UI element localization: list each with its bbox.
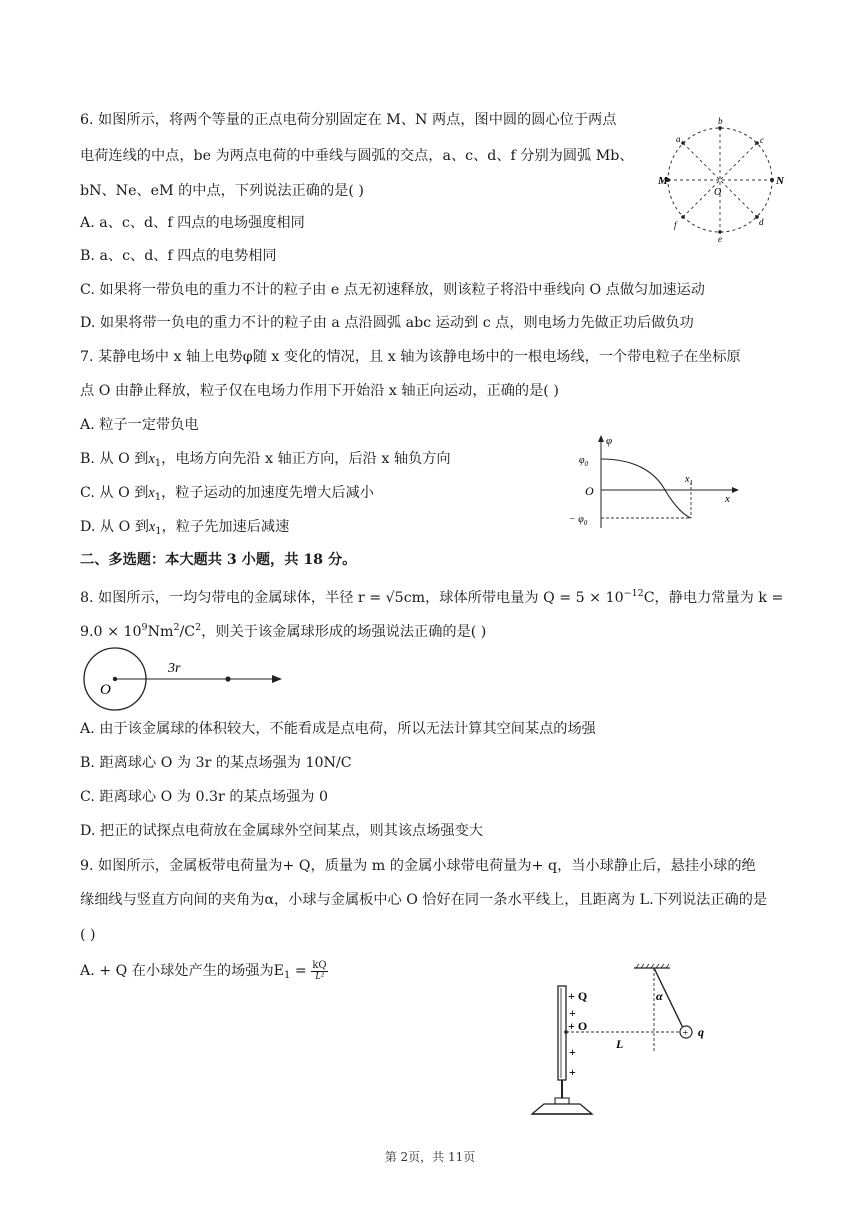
- q6-fig-label-f: f: [674, 220, 677, 230]
- q9-fig-angle-label: α: [656, 989, 663, 1003]
- q8-fig-center-label: O: [100, 682, 111, 698]
- q8-stem-line1: 8. 如图所示，一均匀带电的金属球体，半径 r = √5cm，球体所带电量为 $Q = 5 \times 10^{-12}C$，静电力常量为 k =: [80, 588, 784, 606]
- q7-graph-origin-label: O: [585, 484, 594, 498]
- q7-graph-phi-label: φ: [606, 435, 613, 447]
- q8-sphere-figure: [78, 648, 288, 710]
- q6-fig-label-m: M: [658, 175, 668, 187]
- q9-stem-line3: ( ): [80, 927, 96, 943]
- q9-fig-plus-mark-3: +: [569, 1065, 576, 1079]
- q8-option-a[interactable]: A. 由于该金属球的体积较大，不能看成是点电荷，所以无法计算其空间某点的场强: [80, 721, 596, 737]
- q7-graph-x1-label: $x_1$: [685, 474, 693, 487]
- page-footer: 第 2页，共 11页: [384, 1150, 476, 1164]
- q8-option-d[interactable]: D. 把正的试探点电荷放在金属球外空间某点，则其该点场强变大: [80, 823, 483, 839]
- q8-fig-distance-label: 3r: [168, 661, 181, 676]
- q9-fig-distance-label: L: [616, 1037, 624, 1051]
- q6-fig-label-d: d: [759, 217, 764, 227]
- q7-stem-line2: 点 O 由静止释放，粒子仅在电场力作用下开始沿 x 轴正向运动，正确的是( ): [80, 383, 559, 399]
- q9-fig-plus-q-label: + Q: [568, 989, 588, 1003]
- q6-stem-line1: 6. 如图所示，将两个等量的正点电荷分别固定在 M、N 两点，图中圆的圆心位于两点: [80, 112, 617, 128]
- q6-fig-label-c: c: [760, 135, 764, 145]
- q9-stem-line1: 9. 如图所示，金属板带电荷量为+ Q，质量为 m 的金属小球带电荷量为+ q，当小球静止后，悬挂小球的绝: [80, 858, 756, 874]
- q9-fig-plus-o-label: + O: [568, 1019, 588, 1033]
- q9-fig-plus-mark-1: +: [569, 1006, 576, 1020]
- q9-fig-ball-label: q: [698, 1025, 704, 1039]
- q6-fig-label-b: b: [718, 116, 723, 126]
- q7-option-b[interactable]: B. 从 O 到$x_1$，电场方向先沿 x 轴正方向，后沿 x 轴负方向: [80, 451, 451, 469]
- q9-fig-plus-mark-2: +: [569, 1045, 576, 1059]
- q9-pendulum-figure: [524, 960, 724, 1120]
- q6-option-a[interactable]: A. a、c、d、f 四点的电场强度相同: [80, 215, 305, 231]
- q7-graph-phi0-label: $\varphi_0$: [579, 455, 589, 468]
- q6-option-c[interactable]: C. 如果将一带负电的重力不计的粒子由 e 点无初速释放，则该粒子将沿中垂线向 O 点做匀加速运动: [80, 282, 705, 298]
- q6-option-b[interactable]: B. a、c、d、f 四点的电势相同: [80, 248, 277, 264]
- q8-option-b[interactable]: B. 距离球心 O 为 3r 的某点场强为 10N/C: [80, 755, 352, 771]
- q8-stem-line2: $9.0 \times 10^9Nm^2/C^2$，则关于该金属球形成的场强说法正确的是( ): [80, 622, 487, 640]
- q6-fig-label-a: a: [676, 134, 681, 144]
- q6-fig-label-e: e: [718, 234, 722, 244]
- q7-option-a[interactable]: A. 粒子一定带负电: [80, 417, 199, 433]
- q7-stem-line1: 7. 某静电场中 x 轴上电势φ随 x 变化的情况，且 x 轴为该静电场中的一根电场线，一个带电粒子在坐标原: [80, 349, 741, 365]
- q6-circle-figure: [658, 112, 798, 246]
- q6-fig-label-n: N: [776, 175, 784, 187]
- q7-graph-neg-phi0-label: − $\varphi_0$: [569, 514, 588, 527]
- q9-fig-ball-charge: +: [682, 1028, 689, 1039]
- q9-stem-line2: 缘细线与竖直方向间的夹角为α，小球与金属板中心 O 恰好在同一条水平线上，且距离为 L.下列说法正确的是: [80, 892, 768, 908]
- q7-graph-x-label: x: [725, 493, 730, 505]
- q7-option-c[interactable]: C. 从 O 到$x_1$，粒子运动的加速度先增大后减小: [80, 485, 374, 503]
- q6-fig-label-o: O: [714, 187, 722, 198]
- q6-option-d[interactable]: D. 如果将带一负电的重力不计的粒子由 a 点沿圆弧 abc 运动到 c 点，则电场力先做正功后做负功: [80, 315, 694, 331]
- q9-option-a[interactable]: A. + Q 在小球处产生的场强为$E_1$ = $\frac{kQ}{\text{L²}}$: [80, 959, 327, 982]
- q6-stem-line3: bN、Ne、eM 的中点，下列说法正确的是( ): [80, 183, 364, 199]
- q6-stem-line2: 电荷连线的中点，be 为两点电荷的中垂线与圆弧的交点，a、c、d、f 分别为圆弧 Mb、: [80, 148, 634, 164]
- section-multiple-choice-heading: 二、多选题：本大题共 3 小题，共 18 分。: [80, 552, 357, 568]
- q9-option-a-fraction: $\frac{kQ}{\text{L²}}$: [312, 959, 327, 982]
- q7-potential-graph: [565, 432, 745, 532]
- q7-option-d[interactable]: D. 从 O 到$x_1$，粒子先加速后减速: [80, 519, 290, 537]
- q8-option-c[interactable]: C. 距离球心 O 为 0.3r 的某点场强为 0: [80, 789, 328, 805]
